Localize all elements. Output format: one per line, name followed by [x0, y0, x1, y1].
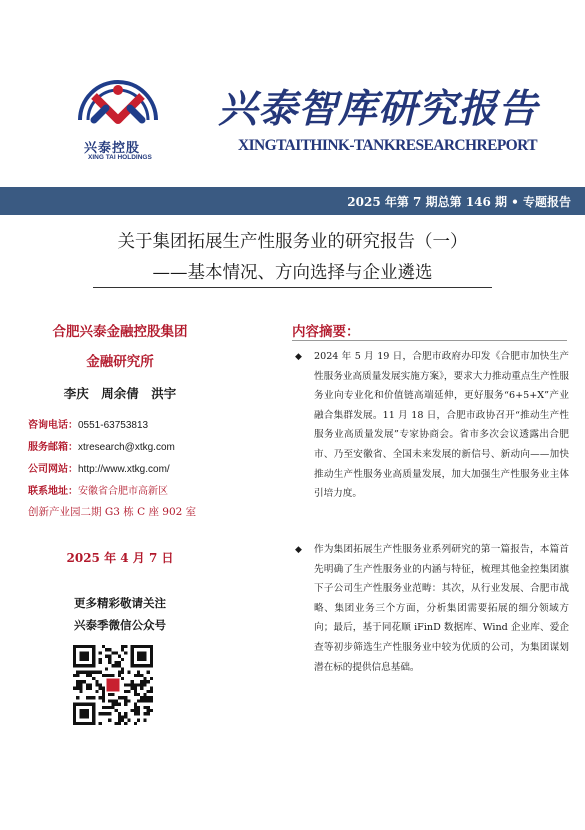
authors: 李庆 周余倩 洪宇: [63, 386, 177, 401]
contact-address: [28, 482, 168, 497]
title-divider: [93, 287, 492, 288]
diamond-bullet-icon: ◆: [295, 545, 302, 555]
contact-website-link[interactable]: http://www.xtkg.com/: [78, 464, 170, 475]
summary-heading: 内容摘要：: [292, 324, 360, 340]
institute-name: 金融研究所: [86, 354, 154, 370]
xingtai-logo: [76, 76, 160, 136]
diamond-bullet-icon: ◆: [295, 352, 302, 362]
qr-code-icon[interactable]: [73, 645, 153, 725]
contact-address-label: 联系地址：: [28, 486, 78, 497]
contact-email-label: 服务邮箱：: [28, 442, 78, 453]
organization-name: 合肥兴泰金融控股集团: [52, 324, 188, 340]
follow-prompt: 更多精彩敬请关注: [74, 596, 166, 610]
contact-email: [28, 438, 175, 453]
contact-phone-label: 咨询电话：: [28, 420, 78, 431]
contact-phone-value: 0551-63753813: [78, 420, 149, 431]
summary-paragraph-1: 2024 年 5 月 19 日，合肥市政府办印发《合肥市加快生产性服务业高质量发展实施方案》，要求大力推动重点生产性服务业向专业化和价值链高端延伸，更好服务“6+5+X”产业融合集群发展。11 月 18 日，合肥市政协召开“推动生产性服务业高质量发展”专家协商会。省市多次会议透露出合肥市、乃至安徽省、全国未来发展的新信号、新动向——加快推动生产性服务业高质量发展，加大加强生产性服务业主体引培力度。: [314, 351, 569, 500]
report-brand-title: 兴泰智库研究报告: [218, 86, 539, 132]
wechat-account-prompt: 兴泰季微信公众号: [74, 618, 166, 632]
report-title-line1: 关于集团拓展生产性服务业的研究报告（一）: [117, 232, 468, 252]
summary-divider: [292, 340, 567, 341]
contact-address-value: 安徽省合肥市高新区: [78, 486, 168, 497]
contact-website-label: 公司网站：: [28, 464, 78, 475]
logo-english-name: XING TAI HOLDINGS: [88, 154, 152, 161]
contact-address-line2: 创新产业园二期 G3 栋 C 座 902 室: [28, 506, 197, 518]
summary-paragraph-2: 作为集团拓展生产性服务业系列研究的第一篇报告，本篇首先明确了生产性服务业的内涵与特征，梳理其他金控集团旗下子公司生产性服务业范畴：其次，从行业发展、合肥市战略、集团业务三个方面，分析集团需要拓展的细分领域方向；最后，基于同花顺 iFinD 数据库、Wind 企业库、爱企查等初步筛选生产性服务业中较为优质的公司，为集团谋划潜在标的提供信息基础。: [314, 544, 569, 673]
report-title-line2: ——基本情况、方向选择与企业遴选: [152, 263, 433, 283]
issue-bar: [0, 187, 585, 215]
contact-website: [28, 460, 170, 475]
issue-number: 2025 年第 7 期总第 146 期 • 专题报告: [347, 195, 571, 209]
contact-phone: [28, 416, 148, 431]
qr-center-logo: [107, 679, 120, 692]
report-brand-subtitle: XINGTAITHINK-TANKRESEARCHREPORT: [238, 137, 537, 154]
logo-chinese-name: 兴泰控股: [84, 141, 141, 156]
report-date: 2025 年 4 月 7 日: [66, 551, 174, 565]
contact-email-link[interactable]: xtresearch@xtkg.com: [78, 442, 175, 453]
